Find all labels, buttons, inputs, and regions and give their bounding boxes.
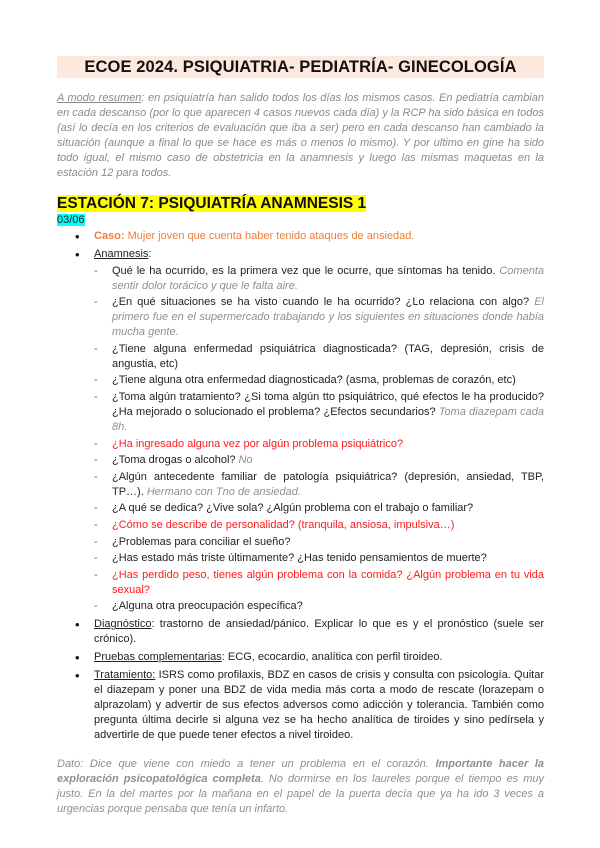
text-segment: No — [238, 454, 253, 467]
text-segment: ¿Tiene alguna enfermedad psiquiátrica diagnosticada? (TAG, depresión, crisis de angustia, etc) — [112, 342, 544, 370]
text-segment: Anamnesis — [94, 248, 149, 260]
station-bullet-list — [57, 229, 544, 743]
text-segment: ¿Alguna otra preocupación específica? — [112, 600, 303, 613]
anamnesis-question-list — [94, 264, 544, 615]
anamnesis-question — [94, 264, 544, 294]
bullet-item — [57, 668, 544, 743]
text-segment: : ECG, ecocardio, analítica con perfil tiroideo. — [221, 651, 443, 664]
text-segment: Mujer joven que cuenta haber tenido ataques de ansiedad. — [124, 230, 415, 242]
anamnesis-question — [94, 373, 544, 388]
text-segment: : trastorno de ansiedad/pánico. Explicar lo que es y el pronóstico (suele ser crónico). — [94, 618, 544, 646]
anamnesis-question — [94, 453, 544, 468]
anamnesis-question — [94, 535, 544, 550]
bullet-item — [57, 229, 544, 244]
text-segment: ISRS como profilaxis, BDZ en casos de crisis y consulta con psicología. Quitar el diazepam y poner una BDZ de vida media más corta a modo de rescate (lorazepam o alprazolam) y advertir de sus efectos adversos como adicción y tolerancia. También como pregunta última decirle si alguna vez se ha hecho analítica de tiroides y sino pedírsela y advertirle de que puede tener efectos a nivel tiroideo. — [94, 669, 544, 742]
text-segment: ¿Toma drogas o alcohol? — [112, 454, 239, 467]
bullet-item — [57, 650, 544, 665]
text-segment: ¿A qué se dedica? ¿Vive sola? ¿Algún problema con el trabajo o familiar? — [112, 502, 474, 515]
station-date-text: 03/06 — [57, 214, 85, 226]
text-segment: Caso: — [94, 230, 125, 242]
station-date — [57, 213, 544, 227]
station-heading — [57, 195, 544, 213]
anamnesis-question — [94, 518, 544, 533]
anamnesis-question — [94, 470, 544, 500]
note-paragraph — [57, 757, 544, 817]
text-segment: Qué le ha ocurrido, es la primera vez que le ocurre, que síntomas ha tenido. — [112, 264, 500, 277]
anamnesis-question — [94, 501, 544, 516]
text-segment: Dato: Dice que viene con miedo a tener un problema en el corazón. — [57, 758, 436, 771]
text-segment: ¿Has perdido peso, tienes algún problema con la comida? ¿Algún problema en tu vida sexual? — [112, 568, 544, 596]
text-segment: ¿Ha ingresado alguna vez por algún problema psiquiátrico? — [112, 437, 404, 450]
summary-text: : en psiquiatría han salido todos los días los mismos casos. En pediatría cambian en cada descanso (por lo que aparecen 4 casos nuevos cada día) y la RCP ha sido básica en todos (así lo decía en los criterios de evaluación que iba a ser) pero en cada descanso han cambiado la situación (aunque a final lo que se hace es más o menos lo mismo). Y por ultimo en gine ha sido todo igual, el mismo caso de obstetricia en la anamnesis y luego las mismas maquetas en la estación 12 para todos. — [57, 92, 544, 179]
summary-label: A modo resumen — [57, 92, 142, 104]
text-segment: ¿Cómo se describe de personalidad? (tranquila, ansiosa, impulsiva…) — [112, 518, 455, 531]
text-segment: : — [148, 248, 152, 260]
anamnesis-question — [94, 568, 544, 598]
text-segment: El primero fue en el supermercado trabajando y los siguientes en situaciones donde había mucha gente. — [112, 296, 544, 339]
station-heading-text: ESTACIÓN 7: PSIQUIATRÍA ANAMNESIS 1 — [57, 195, 367, 212]
text-segment: ¿Tiene alguna otra enfermedad diagnosticada? (asma, problemas de corazón, etc) — [112, 374, 516, 387]
text-segment: Importante hacer la exploración psicopatológica completa — [57, 758, 544, 786]
document-title: ECOE 2024. PSIQUIATRIA- PEDIATRÍA- GINECOLOGÍA — [84, 57, 517, 76]
text-segment: ¿Algún antecedente familiar de patología psiquiátrica? (depresión, ansiedad, TBP, TP…). — [112, 470, 544, 498]
bullet-item — [57, 617, 544, 647]
text-segment: Diagnóstico — [94, 618, 152, 631]
anamnesis-question — [94, 342, 544, 372]
title-bar — [57, 56, 544, 78]
text-segment: ¿Problemas para conciliar el sueño? — [112, 535, 291, 548]
text-segment: Pruebas complementarias — [94, 651, 222, 664]
text-segment: ¿En qué situaciones se ha visto cuando le ha ocurrido? ¿Lo relaciona con algo? — [112, 296, 535, 309]
text-segment: Tratamiento: — [94, 669, 156, 682]
anamnesis-question — [94, 437, 544, 452]
anamnesis-question — [94, 390, 544, 435]
text-segment: ¿Toma algún tratamiento? ¿Si toma algún tto psiquiátrico, qué efectos le ha producido? ¿Ha mejorado o solucionado el problema? ¿Efectos secundarios? — [112, 390, 544, 418]
anamnesis-question — [94, 295, 544, 340]
document-page — [57, 56, 544, 817]
anamnesis-question — [94, 551, 544, 566]
text-segment: Hermano con Tno de ansiedad. — [146, 485, 301, 498]
bullet-item — [57, 247, 544, 614]
text-segment: Comenta sentir dolor torácico y que le falta aire. — [112, 264, 544, 292]
text-segment: Toma diazepam cada 8h. — [112, 405, 544, 433]
text-segment: ¿Has estado más triste últimamente? ¿Has tenido pensamientos de muerte? — [112, 552, 487, 565]
summary-paragraph — [57, 91, 544, 181]
anamnesis-question — [94, 599, 544, 614]
text-segment: . No dormirse en los laureles porque el tiempo es muy justo. En la del martes por la mañana en el papel de la puerta decía que ya ha ido 3 veces a urgencias porque pensaba que tenía un infarto. — [57, 773, 544, 816]
